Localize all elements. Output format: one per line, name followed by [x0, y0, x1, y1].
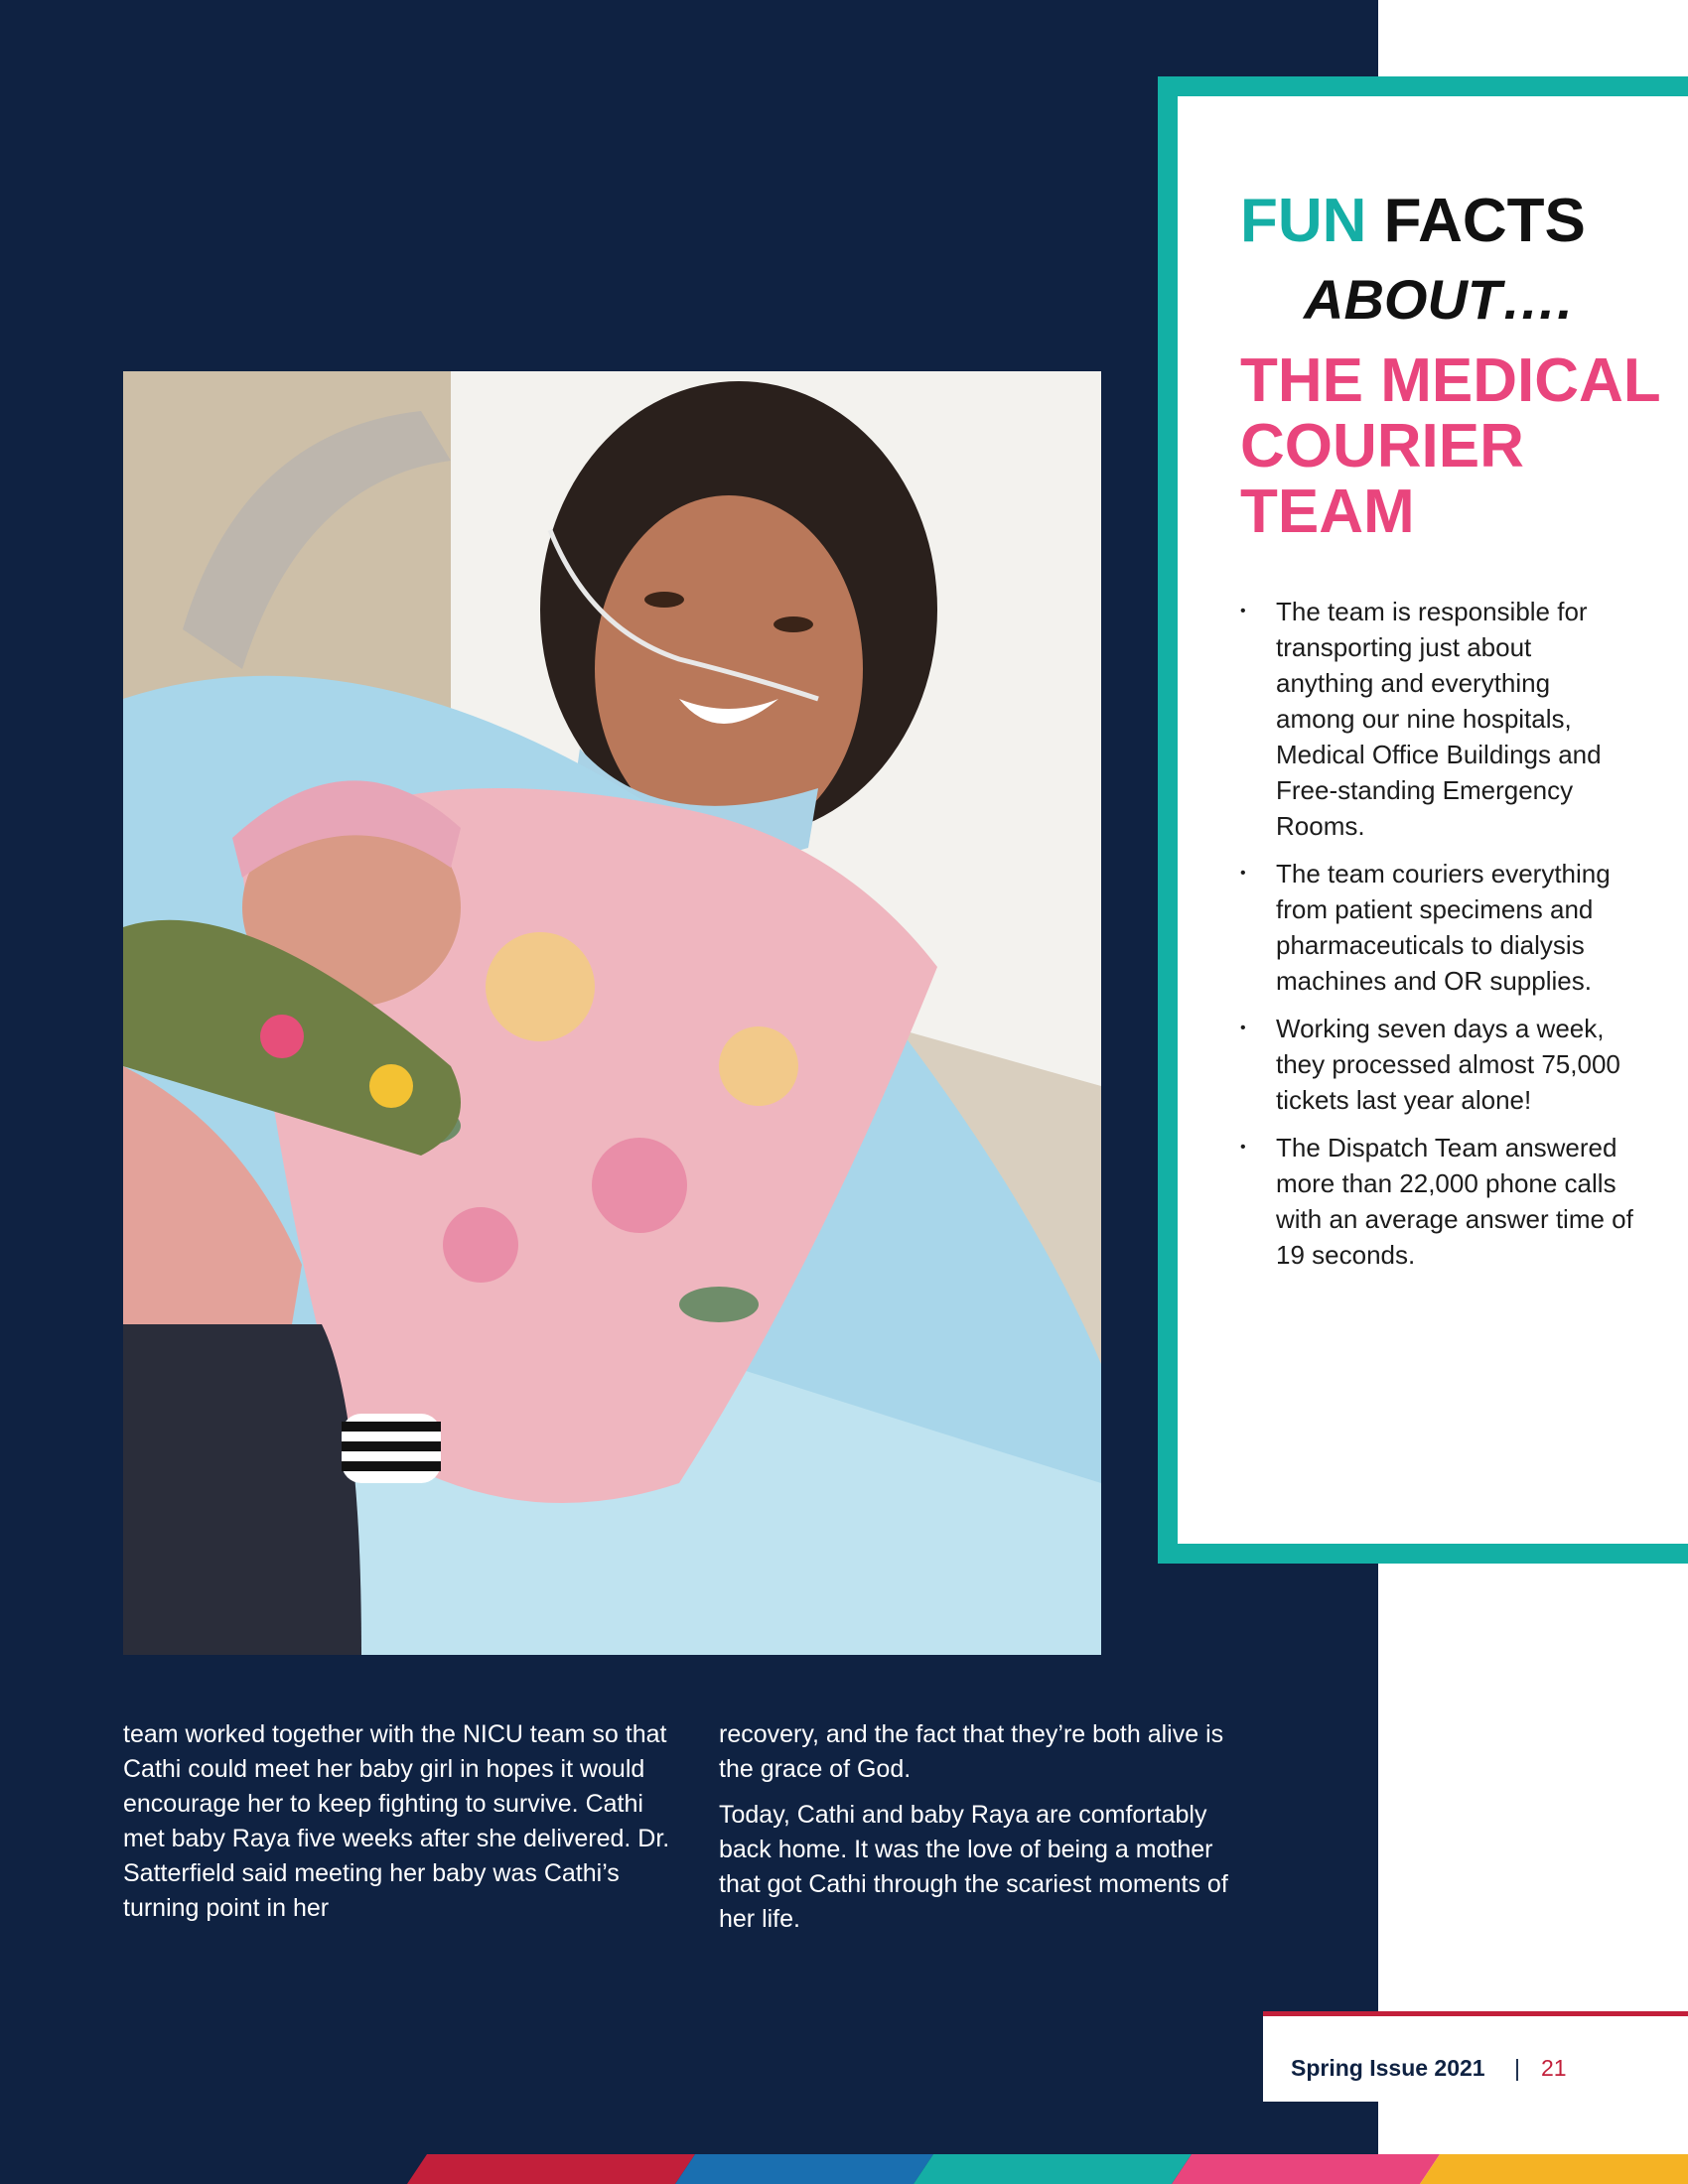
article-paragraph: Today, Cathi and baby Raya are comfortably back home. It was the love of being a mother that got Cathi through the scariest moments of her life.: [719, 1801, 1228, 1933]
footer-separator: |: [1514, 2055, 1520, 2081]
fun-facts-list: [1236, 594, 1633, 1285]
mother-and-baby-photo: [123, 371, 1101, 1655]
fact-text: The team is responsible for transporting just about anything and everything among our nine hospitals, Medical Office Buildings and Free-standing Emergency Rooms.: [1276, 597, 1602, 841]
title-team-line-3: TEAM: [1240, 478, 1415, 546]
title-about: ABOUT….: [1304, 268, 1573, 331]
fact-text: The team couriers everything from patient specimens and pharmaceuticals to dialysis machines and OR supplies.: [1276, 859, 1611, 996]
article-paragraph: recovery, and the fact that they’re both alive is the grace of God.: [719, 1720, 1224, 1783]
article-paragraph: team worked together with the NICU team so that Cathi could meet her baby girl in hopes it would encourage her to keep fighting to survive. Cathi met baby Raya five weeks after she delivered. Dr. Satterfield said meeting her baby was Cathi’s turning point in her: [123, 1720, 670, 1922]
color-stripes: [0, 2154, 1688, 2184]
title-fun: FUN: [1240, 187, 1367, 255]
bullet-icon: •: [1240, 1139, 1246, 1156]
fact-text: Working seven days a week, they processed almost 75,000 tickets last year alone!: [1276, 1014, 1620, 1115]
bullet-icon: •: [1240, 865, 1246, 882]
fact-text: The Dispatch Team answered more than 22,000 phone calls with an average answer time of 19 seconds.: [1276, 1133, 1633, 1270]
title-facts: FACTS: [1383, 187, 1586, 255]
fact-item: [1236, 594, 1633, 844]
bullet-icon: •: [1240, 1020, 1246, 1036]
title-team-line-1: THE MEDICAL: [1240, 346, 1661, 415]
fact-item: [1236, 1011, 1633, 1118]
page-number: 21: [1541, 2055, 1567, 2081]
fun-facts-title: [1240, 184, 1661, 545]
article-column-1: [123, 1717, 674, 1937]
bullet-icon: •: [1240, 603, 1246, 619]
fact-item: [1236, 1130, 1633, 1273]
fact-item: [1236, 856, 1633, 999]
issue-label: Spring Issue 2021: [1291, 2055, 1485, 2081]
title-team-line-2: COURIER: [1240, 412, 1524, 480]
article-column-2: [719, 1717, 1255, 1948]
